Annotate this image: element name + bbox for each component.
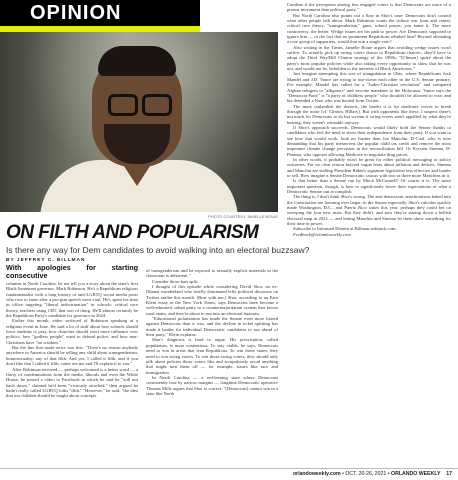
article-deck: Is there any way for Dem candidates to avoid walking into an electoral buzzsaw?	[6, 245, 310, 255]
article-column-1	[6, 264, 138, 399]
glasses-icon	[108, 94, 138, 116]
paragraph: If Shor's approach succeeds, Democrats would likely hold the Senate thanks to candidates who feel the need to show their independence from their party. If you want to see how that would work, look no further than Joe Manchin. D-Coal, who is now demanding that his party means-test the popular child tax credit and remove the most important climate change provision in the reconciliation bill. Or Kyrsten Sinema, D-Pharma, who opposes allowing Medicare to negotiate drug prices.	[287, 124, 451, 157]
article-column-3	[287, 2, 451, 237]
paragraph: Earlier this month, video surfaced of Robinson speaking at a religious event in June. He said a lot of stuff about how schools should force students to pray, how churches should exert more influence over politics, how "godless people" want to defund police, and how non-Christians have "no wisdom."	[6, 318, 138, 345]
paragraph: I thought of this episode while considering David Shor, an ex-Obama wunderkind who briefly dominated lefty political discourse on Twitter earlier this month. (Bear with me.) Shor, according to an Ezra Klein essay in the New York Times, says Democrats have become a well-educated, urban party in a countermajoritarian system that favors rural states, and they're about to run into an electoral buzzsaw.	[146, 284, 278, 316]
photo-credit: PHOTO COURTESY JAMELLE BOUIE	[208, 214, 278, 219]
paragraph: Just imagine attempting this sort of triangulation in Ohio, where Republicans Josh Mandel and J.D. Vance are trying to out-clown each other in the U.S. Senate primary. For example: Mandel has called for a "Judeo-Christian revolution" and compared Afghan refugees to "alligators" and vaccine mandates to the Holocaust. Vance says the "Democrat Party" is "a party of childless people" who shouldn't be allowed to vote, and his defended a Nazi who was booted from Twitter.	[287, 71, 451, 104]
footer-dates: OCT. 20-26, 2021	[345, 471, 387, 477]
paragraph: Consider those bars split.	[152, 278, 199, 284]
section-banner	[0, 0, 200, 26]
paragraph: In North Carolina — a red-leaning state where Democrats consistently lose by narrow margins — longtime Democratic operative Thomas Mills argues that Shor is correct: "[Democrats] cannot win in a state like North	[146, 374, 278, 396]
footer-divider	[0, 468, 458, 469]
article-headline: ON FILTH AND POPULARISM	[6, 222, 259, 243]
page-number: 17	[446, 471, 452, 477]
paragraph: Carolina if the perception among less engaged voters is that Democrats are more of a protest movement than political party."	[287, 2, 451, 13]
page-footer: orlandoweekly.com • OCT. 20-26, 2021 • ORLANDO WEEKLY 17	[292, 471, 452, 477]
paragraph: Also writing in the Times, Jamelle Bouie argues that avoiding wedge issues won't suffice. To actually pick up swing voters drawn to Republican rhetoric, they'd have to adopt the Third Way/Bill Clinton strategy of the 1990s: "[Clinton] spoke about the party's most popular policies while also taking every opportunity to show that he was not, and would not be, beholden to the interests of Black Americans."	[287, 44, 451, 72]
paragraph: But the line that made news was this: "There's no reason anybody anywhere in America should be telling any child about transgenderism, homosexuality, any of that filth. And yes, I called it filth, and if you don't like that I called it filth, come see me and I'll explain it to you."	[6, 345, 138, 367]
article-photo	[0, 32, 278, 212]
paragraph: After Robinson received — perhaps welcomed is a better word — a flurry of condemnations from the media, liberals and even the White House, he posted a video to Facebook in which he said he "will not back down," claimed he'd been "viciously attacked," then argued he hadn't really called LGBTQ folks "filth." "However," he said, "the idea that our children should be taught about concepts	[6, 366, 138, 399]
paragraph: But North Carolina also points out a flaw in Shor's case: Democrats don't control what other people talk about. Mark Robinson wants the culture war front and center, critical race theory, "transgenderism," guns, school prayer, you name it. The more controversy, the better. Wedge issues are his path to power. Are Democrats supposed to ignore him — or the fact that no prominent Republican rebuked him? Beyond alienating a core group of supporters, would that win a single vote?	[287, 12, 451, 45]
footer-site[interactable]: orlandoweekly.com	[292, 471, 341, 477]
author-subscribe-note: Feedback@orlandoweekly.com	[293, 231, 351, 237]
paragraph: Is that better than a Senate run by Mitch McConnell? Of course it is. The more important question, though, is how to significantly lower their expectations of what a Democratic Senate can accomplish.	[287, 178, 451, 195]
article-column-2	[146, 268, 278, 396]
section-label: OPINION	[30, 2, 122, 24]
paragraph: columns in North Carolina, let me tell you a story about the state's first Black lieutenant governor, Mark Robinson. He's a Republican religious fundamentalist with a long history of anti-LGBTQ social media posts who rose to fame after a pro-gun speech went viral. He's spent his time in office targeting "liberal indoctrination" in schools: critical race theory, teachers using CRT, that sort of thing. He'll almost certainly be the Republican Party's candidate for governor in 2024.	[6, 281, 138, 319]
paragraph: of transgenderism and be exposed to sexually explicit materials in the classroom is abhorrent."	[146, 268, 278, 279]
paragraph: In other words, it probably won't be great for either political messaging or policy outcomes. For no clear reason beyond vague fears about inflation and deficits, Sinema and Manchin are stalling President Biden's signature legislation less effective and harder to sell. How imagine a Senate Democratic caucus with two or three more Manchins in it.	[287, 156, 451, 178]
article-byline: BY JEFFREY C. BILLMAN	[6, 258, 86, 263]
paragraph: Shor's diagnosis is hard to argue. His prescription, called popularism, is more contentious. To stay viable, he says, Democrats need to win in areas that lean Republican. To win those states, they need to win swing voters. To win those swing voters, they should only talk about policies those voters like and scrupulously avoid anything that might turn them off — for example, issues like race and immigration.	[146, 337, 278, 375]
footer-publication: ORLANDO WEEKLY	[391, 471, 441, 477]
paragraph: The thing is, I don't think Shor's wrong. The anti-democratic anachronisms baked into the Constitution are looming ever larger, in the Senate especially. Shor's calculus quickly made Washington, D.C., and Puerto Rico states this year, perhaps they could bet on sweeping the four new seats. But they didn't, and now they're staring down a hellish electoral map in 2022 — and letting Manchin and Sinema let them show something for their time in power.	[287, 194, 451, 227]
paragraph: The more outlandish the rhetoric, the harder it is for moderate voices to break through the noise (cf. Clinton, Hillary). But with opponents like these, I suspect there's not much for Democrats to do but scream if swing voters aren't appalled by what they're hearing, they weren't winnable anyway.	[287, 103, 451, 125]
paragraph: Subscribe to Informed Dissent at Billman.substack.com,	[293, 226, 397, 232]
article-lead-in: With apologies for starting consecutive	[6, 263, 138, 280]
paragraph: "Educational polarization has made the Senate even more biased against Democrats than it was, and the decline in ticket splitting has made it harder for individual Democratic candidates to run ahead of their party," Klein explains.	[146, 316, 278, 338]
